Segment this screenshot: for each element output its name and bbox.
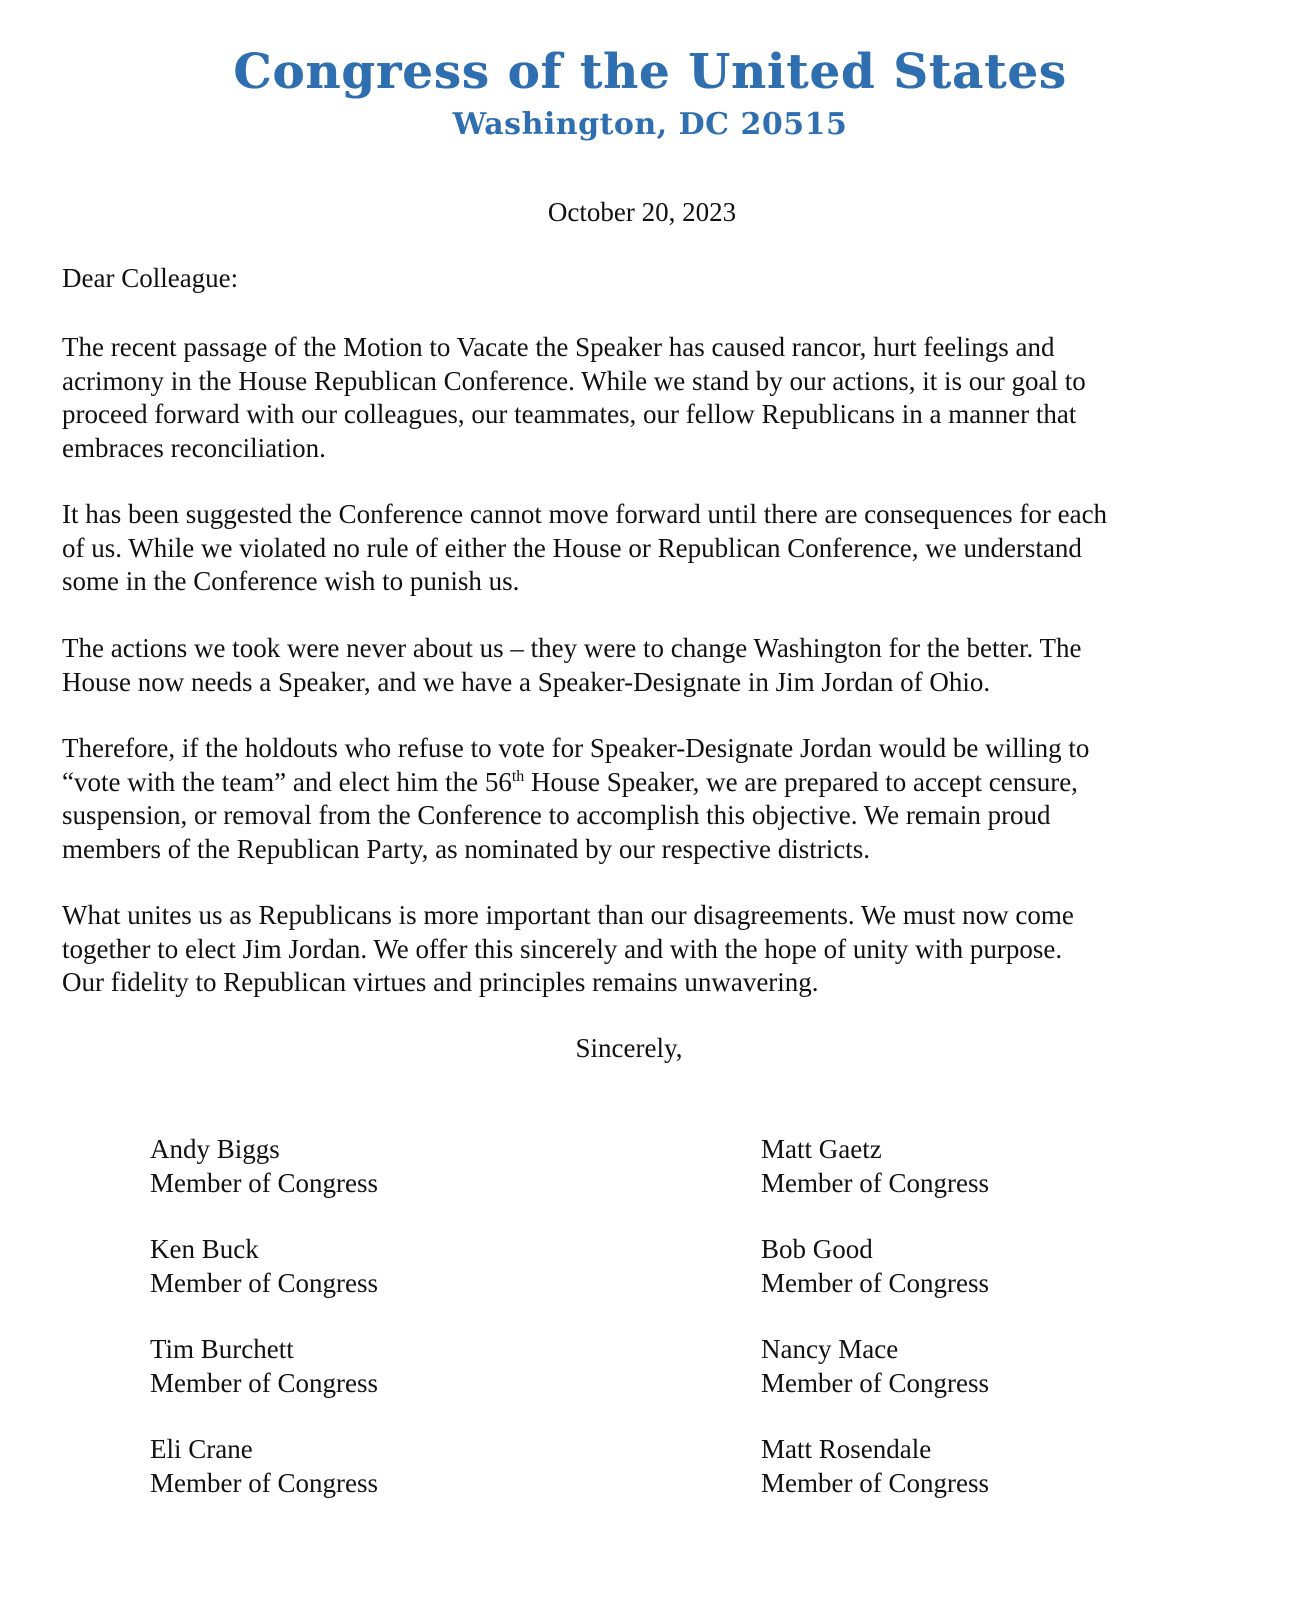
paragraph-line: together to elect Jim Jordan. We offer this sincerely and with the hope of unity with purpose.	[62, 933, 1063, 964]
signer-title: Member of Congress	[150, 1267, 378, 1298]
signer-name: Ken Buck	[150, 1234, 259, 1264]
letterhead-address: Washington, DC 20515	[452, 107, 848, 142]
signer-title: Member of Congress	[761, 1367, 989, 1398]
line-segment: House Speaker, we are prepared to accept censure,	[524, 766, 1078, 797]
paragraph-line: suspension, or removal from the Conference to accomplish this objective. We remain proud	[62, 800, 1051, 830]
signer-title: Member of Congress	[150, 1167, 378, 1198]
paragraph-1	[62, 331, 1202, 465]
salutation: Dear Colleague:	[62, 263, 239, 293]
ordinal-suffix: th	[511, 767, 525, 785]
signer-name: Matt Gaetz	[761, 1134, 882, 1164]
paragraph-4	[62, 732, 1202, 866]
signer-name: Nancy Mace	[761, 1334, 899, 1364]
paragraph-line: members of the Republican Party, as nominated by our respective districts.	[62, 833, 871, 864]
letterhead-title: Congress of the United States	[233, 44, 1067, 100]
signature-block	[761, 1333, 989, 1400]
paragraph-line: some in the Conference wish to punish us.	[62, 566, 520, 596]
paragraph-line: What unites us as Republicans is more important than our disagreements. We must now come	[62, 900, 1074, 930]
signature-block	[761, 1233, 989, 1300]
signer-name: Tim Burchett	[150, 1334, 294, 1364]
signature-block	[761, 1133, 989, 1200]
signature-block	[150, 1133, 378, 1200]
signer-name: Bob Good	[761, 1234, 873, 1264]
paragraph-5	[62, 899, 1202, 1000]
paragraph-line	[62, 766, 1202, 800]
signer-title: Member of Congress	[150, 1467, 378, 1498]
signer-title: Member of Congress	[150, 1367, 378, 1398]
closing: Sincerely,	[575, 1033, 683, 1063]
signer-name: Matt Rosendale	[761, 1434, 932, 1464]
signer-name: Andy Biggs	[150, 1134, 280, 1164]
paragraph-line: House now needs a Speaker, and we have a Speaker-Designate in Jim Jordan of Ohio.	[62, 666, 991, 697]
paragraph-line: acrimony in the House Republican Conference. While we stand by our actions, it is our goal to	[62, 365, 1086, 396]
signature-block	[761, 1433, 989, 1500]
signature-block	[150, 1233, 378, 1300]
paragraph-2	[62, 498, 1202, 599]
paragraph-line: Therefore, if the holdouts who refuse to vote for Speaker-Designate Jordan would be willing to	[62, 733, 1090, 763]
signature-block	[150, 1433, 378, 1500]
letter-date: October 20, 2023	[547, 197, 737, 227]
paragraph-line: The recent passage of the Motion to Vacate the Speaker has caused rancor, hurt feelings and	[62, 332, 1055, 362]
paragraph-3	[62, 632, 1202, 699]
paragraph-line: The actions we took were never about us – they were to change Washington for the better. The	[62, 633, 1082, 663]
signer-title: Member of Congress	[761, 1167, 989, 1198]
signer-name: Eli Crane	[150, 1434, 253, 1464]
signer-title: Member of Congress	[761, 1267, 989, 1298]
signer-title: Member of Congress	[761, 1467, 989, 1498]
paragraph-line: of us. While we violated no rule of either the House or Republican Conference, we understand	[62, 532, 1082, 563]
line-segment: “vote with the team” and elect him the 56	[62, 766, 512, 797]
paragraph-line: proceed forward with our colleagues, our teammates, our fellow Republicans in a manner that	[62, 399, 1077, 429]
paragraph-line: Our fidelity to Republican virtues and principles remains unwavering.	[62, 967, 819, 997]
paragraph-line: embraces reconciliation.	[62, 432, 326, 463]
paragraph-line: It has been suggested the Conference cannot move forward until there are consequences for each	[62, 499, 1108, 529]
signature-block	[150, 1333, 378, 1400]
